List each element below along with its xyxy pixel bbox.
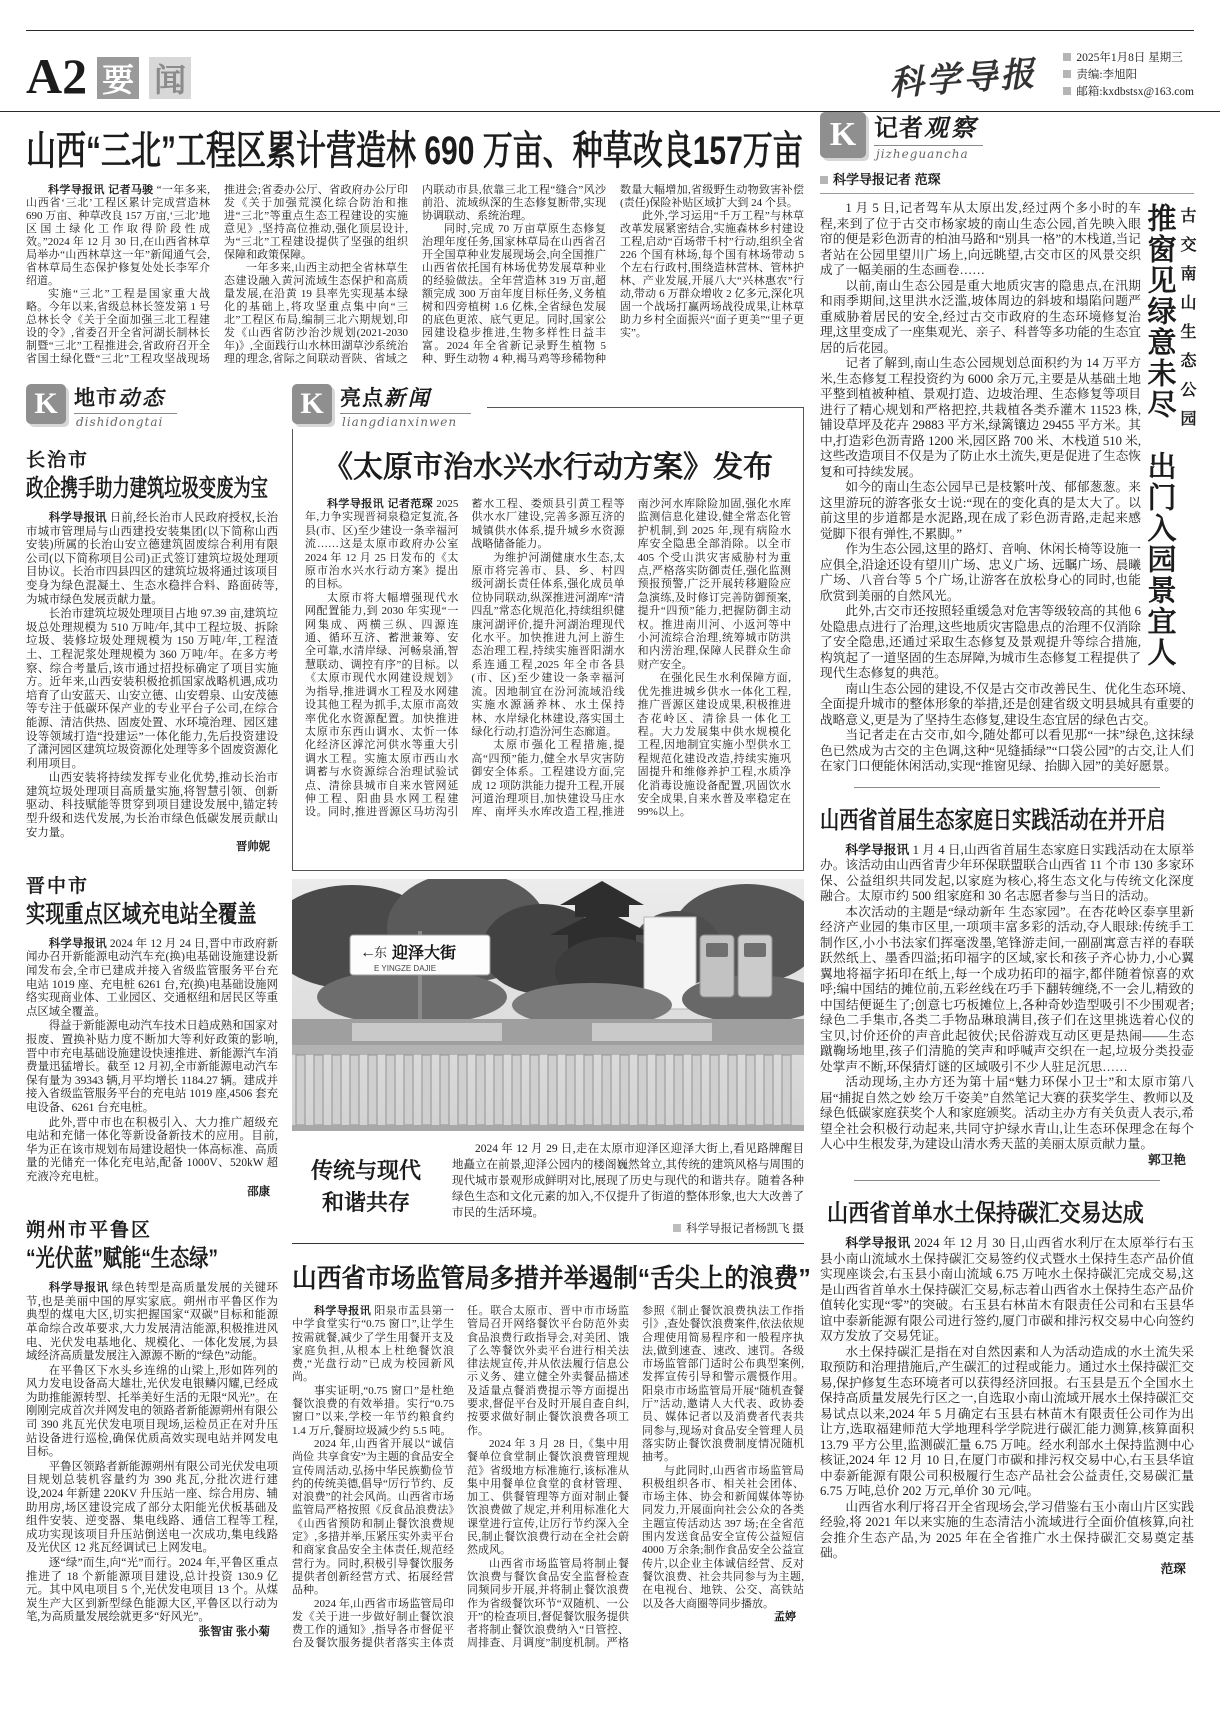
divider [854, 1180, 1160, 1181]
paragraph: 山西安装将持续发挥专业化优势,推动长治市建筑垃圾处理项目高质量实施,将智慧引领、创新驱动、科技赋能等贯穿到项目建设发展中,锚定转型升级和迭代发展,为长治市绿色低碳发展贡献山安力量。 [26, 772, 278, 839]
reporter-line: 科学导报记者 范琛 [820, 161, 1194, 194]
paragraph: 水土保持碳汇是指在对自然因素和人为活动造成的水土流失采取预防和治理措施后,产生碳汇的过程或能力。通过水土保持碳汇交易,保护修复生态环境者可以获得经济回报。右玉县是五个全国水土保持高质量发展先行区之一,自选取小南山流域开展水土保持碳汇交易试点以来,2024 年 5 月确定右玉县右林苗木有限责任公司作为出让方,选取福建师范大学地理科学学院进行碳汇能力测算,核算面积 13.79 平方公里,监测碳汇量 6.75 万吨。经水利部水土保持监测中心核证,2024 年 12 月 10 日,在厦门市碳和排污权交易中心,右玉县华谊中泰新能源有限公司积极履行生态产品社会公益责任,交易碳汇量 6.75 万吨,总价 202 万元,单价 30 元/吨。 [820, 1344, 1194, 1498]
k-logo-icon: K [292, 384, 332, 424]
caption-label: 传统与现代 和谐共存 [310, 1158, 421, 1215]
vertical-headline: 推窗见绿意未尽 出门入园景宜人 [1143, 203, 1176, 668]
byline: 邵康 [247, 1185, 270, 1198]
page-number: A2 [26, 48, 88, 104]
byline: 晋帅妮 [235, 841, 270, 854]
paragraph: 与此同时,山西省市场监管局积极组织各市、相关社会团体、市场主体、协会和新闻媒体等协同发力,开展面向社会公众的各类主题宣传活动达 397 场;在全省范围内发送食品安全宣传公益短信 4000 万余条;制作食品安全公益宣传片,以企业主体诚信经营、反对餐饮浪费、社会共同参与为主题,在电视台、地铁、公交、高铁站以及各大商圈等同步播放。 [642, 1464, 804, 1610]
bullet-square-icon [1063, 70, 1071, 78]
street-photo [292, 879, 804, 1131]
byline: 张智宙 张小菊 [198, 1625, 270, 1638]
section-logo-dishi: K 地市动态 dishidongtai [26, 384, 278, 429]
paragraph: 得益于新能源电动汽车技术日趋成熟和国家对报废、置换补贴力度不断加大等利好政策的影响,晋中市充电基础设施建设快速推进、新能源汽车消费量迅猛增长。截至 12 月初,全市新能源电动汽车保有量为 39343 辆,月平均增长 1184.27 辆。建成并接入省级监管服务平台的充电站 1019 座,4506 套充电设备、6261 台充电桩。 [26, 1020, 278, 1114]
svg-text:迎泽大街: 迎泽大街 [392, 945, 457, 962]
paragraph: 一年多来,山西主动把全省林草生态建设融入黄河流域生态保护和高质量发展,在沿黄 19 县率先实现基本绿化的基础上,将攻坚重点集中向“三北”工程区布局,编制三北六期规划,印发《山西省防沙治沙规划(2021-2030 年)》,全面践行山水林田湖草沙系统治理的理念,省际之间联动晋陕、省域之内联动市县,依靠三北工程“缝合”风沙前沿、流域纵深的生态修复断带,实现协调联动、系统治理。 [224, 184, 606, 365]
lead-article-body: 科学导报讯 记者马骏 “一年多来,山西省‘三北’工程区累计完成营造林 690 万亩、种草改良 157 万亩,‘三北’地区国土绿化工作取得阶段性成效。”2024 年 12 月 30 日,在山西省林草局举办“山西林草这一年”新闻通气会,省林草局生态保护修复处处长李军介绍道。 实施“三北”工程是国家重大战略。今年以来,省级总林长签发第 1 号总林长令《关于全面加强三北工程建设的令》,省委召开全省河湖长制林长制暨“三北”工程推进会,省政府召开全省国土绿化暨“三北”工程攻坚战现场推进会;省委办公厅、省政府办公厅印发《关于加强荒漠化综合防治和推进“三北”等重点生态工程建设的实施意见》,坚持高位推动,强化顶层设计,为“三北”工程建设提供了坚强的组织保障和政策保障。 一年多来,山西主动把全省林草生态建设融入黄河流域生态保护和高质量发展,在沿黄 19 县率先实现基本绿化的基础上,将攻坚重点集中向“三北”工程区布局,编制三北六期规划,印发《山西省防沙治沙规划(2021-2030 年)》,全面践行山水林田湖草沙系统治理的理念,省际之间联动晋陕、省域之内联动市县,依靠三北工程“缝合”风沙前沿、流域纵深的生态修复断带,实现协调联动、系统治理。 同时,完成 70 万亩草原生态修复治理年度任务,国家林草局在山西省召开全国草种业发展现场会,向全国推广山西省依托国有林场优势发展草种业的经验做法。全年营造林 319 万亩,超额完成 300 万亩年度目标任务,义务植树和四旁植树 1.6 亿株,全省绿色发展的底色更浓、底气更足。同时,国家公园建设稳步推进,生物多样性日益丰富。2024 年全省新记录野生植物 5 种、野生动物 4 种,褐马鸡等珍稀物种数量大幅增加,省级野生动物致害补偿(责任)保险补贴区域扩大到 24 个县。 此外,学习运用“千万工程”与林草改革发展紧密结合,实施森林乡村建设工程,启动“百场带千村”行动,组织全省 226 个国有林场,每个国有林场带动 5 个左右行政村,围绕造林营林、管林护林、产业发展,开展八大“兴林惠农”行动,带动 6 万群众增收 2 亿多元,深化巩固一个战场打赢两场战役成果,让林草助力乡村全面振兴“面子更美”“里子更实”。 [26, 184, 804, 365]
article-taiyuan-box: 《太原市治水兴水行动方案》发布 科学导报讯 记者范琛 2025年,力争实现晋祠泉稳定复流,各县(市、区)至少建设一条幸福河流……这是太原市政府办公室 2024 年 12 月 25 日发布的《太原市治水兴水行动方案》提出的目标。 太原市将大幅增强现代水网配置能力,到 2030 年实现“一网集成、两横三纵、四源连通、循环互济、蓄泄兼筹、安全可靠,水清岸绿、河畅泉涌,智慧联动、调控有序”的目标。以《太原市现代水网建设规划》为指导,推进调水工程及水网建设其他工程为抓手,太原市高效率优化水资源配置。加快推进太原市东西山调水、太忻一体化经济区滹沱河供水等重大引调水工程。实施太原市西山水调蓄与水资源综合治理试验试点、清徐县城市自来水管网延伸工程、阳曲县水网工程建设。同时,推进晋源区马坊沟引蓄水工程、娄烦县引黄工程等供水水厂建设,完善多源互济的城镇供水体系,提升城乡水资源战略储备能力。 为维护河湖健康水生态,太原市将完善市、县、乡、村四级河湖长责任体系,强化成员单位协同联动,纵深推进河湖库“清四乱”常态化规范化,持续组织健康河湖评价,提升河湖治理现代化水平。加快推进九河上游生态治理工程,持续实施晋阳湖水系连通工程,2025 年全市各县(市、区)至少建设一条幸福河流。因地制宜在汾河流域沿线实施水源涵养林、水土保持林、水岸绿化林建设,落实国土绿化行动,打造汾河生态廊道。 太原市强化工程措施,提高“四预”能力,健全水旱灾害防御安全体系。工程建设方面,完成 12 项防洪能力提升工程,开展河道治理项目,加快建设马庄水库、南坪头水库改造工程,推进南沙河水库除险加固,强化水库监测信息化建设,健全常态化管护机制,到 2025 年,现有病险水库安全隐患全部消除。以全市 405 个受山洪灾害威胁村为重点,严格落实防御责任,强化监测预报预警,广泛开展转移避险应急演练,及时修订完善防御预案,提升“四预”能力,把握防御主动权。推进南川河、小返河等中小河流综合治理,统筹城市防洪和内涝治理,保障人民群众生命财产安全。 在强化民生水利保障方面,优先推进城乡供水一体化工程,推广晋源区建设成果,积极推进杏花岭区、清徐县一体化工程。大力发展集中供水规模化工程,因地制宜实施小型供水工程规范化建设改造,持续实施巩固提升和维修养护工程,水质净化消毒设施设备配置,巩固饮水安全成果,自来水普及率稳定在 99%以上。 [292, 407, 804, 871]
divider [854, 787, 1160, 788]
paragraph: 1 月 5 日,记者驾车从太原出发,经过两个多小时的车程,来到了位于古交市杨家坡的南山生态公园,首先映入眼帘的便是彩色沥青的柏油马路和“别具一格”的木栈道,当记者站在公园里望川广场上,向远眺望,古交市区的风景交织成了一幅美丽的生态画卷…… [820, 201, 1141, 277]
lead-in: 科学导报讯 记者马骏 [48, 184, 154, 196]
article-kicker: 朔州市平鲁区 [26, 1220, 153, 1242]
vertical-headline-block [1143, 203, 1195, 669]
article-headline: 山西省市场监管局多措并举遏制“舌尖上的浪费” [292, 1263, 811, 1293]
email-line: 邮箱:kxdbstsx@163.com [1076, 86, 1194, 98]
bullet-square-icon [1063, 53, 1071, 61]
section-pinyin: dishidongtai [74, 413, 177, 429]
k-logo-icon: K [820, 112, 866, 158]
bullet-square-icon [820, 176, 828, 184]
paragraph: 2024 年,山西省市场监管局印发《关于进一步做好制止餐饮浪费工作的通知》,指导各市督促平台及餐饮服务提供者落实主体责任。联合太原市、晋中市市场监管局召开网络餐饮平台防范外卖食品浪费行政指导会,对美团、饿了么等餐饮外卖平台进行相关法律法规宣传,并从依法履行信息公示义务、建立健全外卖餐品描述及适量点餐消费提示等方面提出要求,督促平台及时开展自查自纠,按要求做好制止餐饮浪费各项工作。 [292, 1305, 629, 1650]
paragraph: 2024 年,山西省开展以“诚信尚俭 共享食安”为主题的食品安全宣传周活动,弘扬中华民族勤俭节约的传统美德,倡导“厉行节约、反对浪费”的社会风尚。山西省市场监管局严格按照《反食品浪费法》《山西省预防和制止餐饮浪费规定》,多措并举,压紧压实外卖平台和商家食品安全主体责任,规范经营行为。同时,积极引导餐饮服务提供者创新经营方式、拓展经营品种。 [292, 1437, 454, 1597]
byline: 孟婷 [774, 1610, 796, 1623]
article-jinzhong: 晋中市 实现重点区域充电站全覆盖 科学导报讯 2024 年 12 月 24 日,晋中市政府新闻办召开新能源电动汽车充(换)电基础设施建设新闻发布会,全市已建成并接入省级监管服务平台充电站 1019 座、充电桩 6261 台,充(换)电基础设施网络实现商业体、工业园区、交通枢纽和居民区等重点区域全覆盖。 得益于新能源电动汽车技术日趋成熟和国家对报废、置换补贴力度不断加大等利好政策的影响,晋中市充电基础设施建设快速推进、新能源汽车消费量迅猛增长。截至 12 月初,全市新能源电动汽车保有量为 39343 辆,月平均增长 1184.27 辆。建成并接入省级监管服务平台的充电站 1019 座,4506 套充电设备、6261 台充电桩。 此外,晋中市也在积极引入、大力推广超级充电站和充储一体化等新设备新技术的应用。目前,华为正在该市规划布局建设超快一体高标准、高质量的光储充一体化充电站,配备 1000V、520kW 超充液冷充电桩。 邵康 [26, 871, 278, 1199]
right-rail [820, 112, 1194, 1697]
article-headline: 《太原市治水兴水行动方案》发布 [323, 451, 773, 484]
page-number-block [26, 48, 191, 104]
section-pinyin: liangdianxinwen [340, 413, 471, 429]
article-headline: 政企携手助力建筑垃圾变废为宝 [26, 475, 268, 502]
editor-line: 责编:李旭阳 [1076, 69, 1138, 81]
section-char-box-1: 要 [97, 57, 139, 99]
vertical-kicker: 古交南山生态公园 [1178, 207, 1195, 439]
paragraph: 以前,南山生态公园是重大地质灾害的隐患点,在汛期和雨季期间,这里洪水泛滥,坡体周边的斜坡和塌陷问题严重威胁着居民的安全,经过古交市政府的生态环境修复治理,这里变成了一座集观光、亲子、科普等多功能的生态宜居的后花园。 [820, 278, 1141, 355]
section-pinyin: jizheguancha [874, 145, 983, 161]
paragraph: 当记者走在古交市,如今,随处都可以看见那“一抹”绿色,这抹绿色已然成为古交的主色调,这种“见缝插绿”“口袋公园”的古交,让人们在家门口便能休闲活动,实现“推窗见绿、抬脚入园”的美好愿景。 [820, 728, 1194, 773]
paragraph: 作为生态公园,这里的路灯、音响、休闲长椅等设施一应俱全,沿途还设有望川广场、忠义广场、远瞩广场、晨曦广场、八音台等 5 个广场,让游客在放松身心的同时,也能欣赏到美丽的自然风光。 [820, 542, 1141, 603]
article-headline: 山西省首届生态家庭日实践活动在并开启 [820, 806, 1166, 834]
paragraph: 2024 年 3 月 28 日,《集中用餐单位食堂制止餐饮浪费管理规范》省级地方标准施行,该标准从集中用餐单位食堂的食材管理、加工、供餐管理等方面对制止餐饮浪费做了规定,并利用标准化大课堂进行宣传,让厉行节约深入全民,制止餐饮浪费行动在全社会蔚然成风。 [467, 1437, 629, 1557]
paragraph: 实施“三北”工程是国家重大战略。今年以来,省级总林长签发第 1 号总林长令《关于全面加强三北工程建设的令》,省委召开全省河湖长制林长制暨“三北”工程推进会,省政府召开全省国土绿化暨“三北”工程攻坚战现场推进会;省委办公厅、省政府办公厅印发《关于加强荒漠化综合防治和推进“三北”等重点生态工程建设的实施意见》,坚持高位推动,强化顶层设计,为“三北”工程建设提供了坚强的组织保障和政策保障。 [26, 184, 408, 365]
paragraph: 长治市建筑垃圾处理项目占地 97.39 亩,建筑垃圾总处理规模为 510 万吨/年,其中工程垃圾、拆除垃圾、装修垃圾处理规模为 150 万吨/年,工程渣土、工程泥浆处理规模为 360 万吨/年。在多方考察、综合考量后,该市通过招投标确定了项目实施方。近年来,山西安装积极抢抓国家战略机遇,成功培育了山安蓝天、山安立德、山安碧泉、山安茂德等专注于低碳环保产业的专业平台子公司,在综合能源、清洁供热、固废处置、水环境治理、园区建设等领域打造“投建运”一体化能力,先后投资建设了潇河园区建筑垃圾资源化处理等多个固废资源化利用项目。 [26, 608, 278, 770]
article-kicker: 长治市 [26, 450, 90, 471]
paragraph: 在强化民生水利保障方面,优先推进城乡供水一体化工程,推广晋源区建设成果,积极推进杏花岭区、清徐县一体化工程。大力发展集中供水规模化工程,因地制宜实施小型供水工程规范化建设改造,持续实施巩固提升和维修养护工程,水质净化消毒设施设备配置,巩固饮水安全成果,自来水普及率稳定在 99%以上。 [637, 672, 791, 819]
photo-credit: 科学导报记者杨凯飞 摄 [452, 1221, 804, 1237]
article-carbon: 山西省首单水土保持碳汇交易达成 科学导报讯 2024 年 12 月 30 日,山西省水利厅在太原举行右玉县小南山流域水土保持碳汇交易签约仪式暨水土保持生态产品价值实现座谈会,右玉县小南山流域 6.75 万吨水土保持碳汇完成交易,这是山西省首单水土保持碳汇交易,标志着山西省水土保持生态产品价值转化实现“零”的突破。右玉县右林苗木有限责任公司和右玉县华谊中泰新能源有限公司进行签约,厦门市碳和排污权交易中心向签约双方发放了交易凭证。 水土保持碳汇是指在对自然因素和人为活动造成的水土流失采取预防和治理措施后,产生碳汇的过程或能力。通过水土保持碳汇交易,保护修复生态环境者可以获得经济回报。右玉县是五个全国水土保持高质量发展先行区之一,自选取小南山流域开展水土保持碳汇交易试点以来,2024 年 5 月确定右玉县右林苗木有限责任公司作为出让方,选取福建师范大学地理科学学院进行碳汇能力测算,核算面积 13.79 平方公里,监测碳汇量 6.75 万吨。经水利部水土保持监测中心核证,2024 年 12 月 10 日,在厦门市碳和排污权交易中心,右玉县华谊中泰新能源有限公司积极履行生态产品社会公益责任,交易碳汇量 6.75 万吨,总价 202 万元,单价 30 元/吨。 山西省水利厅将召开全省现场会,学习借鉴右玉小南山片区实践经验,将 2021 年以来实施的生态清洁小流域进行全面价值核算,向社会推介生态产品,为 2025 年在全省推广水土保持碳汇交易奠定基础。 范琛 [820, 1193, 1194, 1577]
paragraph: 同时,完成 70 万亩草原生态修复治理年度任务,国家林草局在山西省召开全国草种业发展现场会,向全国推广山西省依托国有林场优势发展草种业的经验做法。全年营造林 319 万亩,超额完成 300 万亩年度目标任务,义务植树和四旁植树 1.6 亿株,全省绿色发展的底色更浓、底气更足。同时,国家公园建设稳步推进,生物多样性日益丰富。2024 年全省新记录野生植物 5 种、野生动物 4 种,褐马鸡等珍稀物种数量大幅增加,省级野生动物致害补偿(责任)保险补贴区域扩大到 24 个县。 [422, 184, 804, 365]
paragraph: 太原市将大幅增强现代水网配置能力,到 2030 年实现“一网集成、两横三纵、四源连通、循环互济、蓄泄兼筹、安全可靠,水清岸绿、河畅泉涌,智慧联动、调控有序”的目标。以《太原市现代水网建设规划》为指导,推进调水工程及水网建设其他工程为抓手,太原市高效率优化水资源配置。加快推进太原市东西山调水、太忻一体化经济区滹沱河供水等重大引调水工程。实施太原市西山水调蓄与水资源综合治理试验试点、清徐县城市自来水管网延伸工程、阳曲县水网工程建设。同时,推进晋源区马坊沟引蓄水工程、娄烦县引黄工程等供水水厂建设,完善多源互济的城镇供水体系,提升城乡水资源战略储备能力。 [305, 498, 625, 819]
paragraph: 如今的南山生态公园早已是枝繁叶茂、郁郁葱葱。来这里游玩的游客张女士说:“现在的变化真的是太大了。以前这里的步道都是水泥路,现在成了彩色沥青路,走起来感觉脚下很有弹性,不累脚。” [820, 480, 1141, 541]
bullet-square-icon [1063, 87, 1071, 95]
masthead [0, 31, 1220, 112]
city-news-rail [26, 384, 278, 1697]
paragraph: 太原市强化工程措施,提高“四预”能力,健全水旱灾害防御安全体系。工程建设方面,完成 12 项防洪能力提升工程,开展河道治理项目,加快建设马庄水库、南坪头水库改造工程,推进南沙河水库除险加固,强化水库监测信息化建设,健全常态化管护机制,到 2025 年,现有病险水库安全隐患全部消除。以全市 405 个受山洪灾害威胁村为重点,严格落实防御责任,强化监测预报预警,广泛开展转移避险应急演练,及时修订完善防御预案,提升“四预”能力,把握防御主动权。推进南川河、小返河等中小河流综合治理,统筹城市防洪和内涝治理,保障人民群众生命财产安全。 [471, 498, 791, 819]
svg-text:东: 东 [374, 945, 388, 960]
article-shuozhou: 朔州市平鲁区 “光伏蓝”赋能“生态绿” 科学导报讯 绿色转型是高质量发展的关键环节,也是美丽中国的厚实家底。朔州市平鲁区作为典型的煤电大区,切实把握国家“双碳”目标和能源革命综合改革要求,大力发展清洁能源,积极推进风电、光伏发电基地化、规模化、一体化发展,为县域经济高质量发展注入源源不断的“绿色”动能。 在平鲁区下水头乡连绵的山梁上,形如阵列的风力发电设备高大雄壮,光伏发电银鳞闪耀,已经成为助推能源转型、托举美好生活的无限“风光”。在刚刚完成首次并网发电的领路者新能源朔州有限公司 390 兆瓦光伏发电项目现场,运检员正在对升压站设备进行巡检,确保优质高效实现电站并网发电目标。 平鲁区领路者新能源朔州有限公司光伏发电项目规划总装机容量约为 390 兆瓦,分批次进行建设,2024 年新建 220KV 升压站一座、综合用房、辅助用房,场区建设完成了部分太阳能光伏板基础及组件安装、逆变器、集电线路、通信工程等工程,成功实现该项目升压站倒送电一次成功,集电线路及光伏区 12 兆瓦经调试已上网发电。 逐“绿”而生,向“光”而行。2024 年,平鲁区重点推进了 18 个新能源项目建设,总计投资 130.9 亿元。其中风电项目 5 个,光伏发电项目 13 个。从煤炭生产大区到新型绿色能源大区,平鲁区以行动为笔,为高质量发展绘就更多“好风光”。 张智宙 张小菊 [26, 1215, 278, 1639]
byline: 范琛 [1160, 1561, 1186, 1576]
date-line: 2025年1月8日 星期三 [1076, 52, 1183, 64]
article-kicker: 晋中市 [26, 875, 90, 897]
newspaper-page [0, 0, 1220, 31]
article-market: 山西省市场监管局多措并举遏制“舌尖上的浪费” 科学导报讯 阳泉市盂县第一中学食堂实行“0.75 窗口”,让学生按需就餐,减少了学生用餐开支及家庭负担,从根本上杜绝餐饮浪费,“光盘行动”已成为校园新风尚。 事实证明,“0.75 窗口”是杜绝餐饮浪费的有效举措。实行“0.75 窗口”以来,学校一年节约粮食约 1.4 万斤,餐厨垃圾减少约 5.5 吨。 2024 年,山西省开展以“诚信尚俭 共享食安”为主题的食品安全宣传周活动,弘扬中华民族勤俭节约的传统美德,倡导“厉行节约、反对浪费”的社会风尚。山西省市场监管局严格按照《反食品浪费法》《山西省预防和制止餐饮浪费规定》,多措并举,压紧压实外卖平台和商家食品安全主体责任,规范经营行为。同时,积极引导餐饮服务提供者创新经营方式、拓展经营品种。 2024 年,山西省市场监管局印发《关于进一步做好制止餐饮浪费工作的通知》,指导各市督促平台及餐饮服务提供者落实主体责任。联合太原市、晋中市市场监管局召开网络餐饮平台防范外卖食品浪费行政指导会,对美团、饿了么等餐饮外卖平台进行相关法律法规宣传,并从依法履行信息公示义务、建立健全外卖餐品描述及适量点餐消费提示等方面提出要求,督促平台及时开展自查自纠,按要求做好制止餐饮浪费各项工作。 2024 年 3 月 28 日,《集中用餐单位食堂制止餐饮浪费管理规范》省级地方标准施行,该标准从集中用餐单位食堂的食材管理、加工、供餐管理等方面对制止餐饮浪费做了规定,并利用标准化大课堂进行宣传,让厉行节约深入全民,制止餐饮浪费行动在全社会蔚然成风。 山西省市场监管局将制止餐饮浪费与餐饮食品安全监督检查同频同步开展,并将制止餐饮浪费作为省级餐饮环节“双随机、一公开”的检查项目,督促餐饮服务提供者将制止餐饮浪费纳入“日管控、周排查、月调度”制度机制。严格参照《制止餐饮浪费执法工作指引》,查处餐饮浪费案件,依法依规合理使用简易程序和一般程序执法,做到速查、速改、速罚。各级市场监管部门适时公布典型案例,发挥宣传引导和警示震慑作用。阳泉市市场监管局开展“随机查餐厅”活动,邀请人大代表、政协委员、媒体记者以及消费者代表共同参与,现场对食品安全管理人员落实防止餐饮浪费制度情况随机抽考。 与此同时,山西省市场监管局积极组织各市、相关社会团体、市场主体、协会和新闻媒体等协同发力,开展面向社会公众的各类主题宣传活动达 397 场;在全省范围内发送食品安全宣传公益短信 4000 万余条;制作食品安全公益宣传片,以企业主体诚信经营、反对餐饮浪费、社会共同参与为主题,在电视台、地铁、公交、高铁站以及各大商圈等同步播放。 孟婷 [292, 1258, 804, 1697]
paragraph: 山西省水利厅将召开全省现场会,学习借鉴右玉小南山片区实践经验,将 2021 年以来实施的生态清洁小流域进行全面价值核算,向社会推介生态产品,为 2025 年在全省推广水土保持碳汇交易奠定基础。 [820, 1499, 1194, 1560]
byline: 郭卫艳 [1147, 1152, 1186, 1167]
article-changzhi: 长治市 政企携手助力建筑垃圾变废为宝 科学导报讯 日前,经长治市人民政府授权,长治市城市管理局与山西建投安装集团(以下简称山西安装)所属的长治山安立德建筑固废综合利用有限公司(以下简称项目公司)正式签订建筑垃圾处理项目协议。长治市四县四区的建筑垃圾将通过该项目变身为绿色混凝土、生态水稳拌合料、路面砖等,为城市绿色发展贡献力量。 长治市建筑垃圾处理项目占地 97.39 亩,建筑垃圾总处理规模为 510 万吨/年,其中工程垃圾、拆除垃圾、装修垃圾处理规模为 150 万吨/年,工程渣土、工程泥浆处理规模为 360 万吨/年。在多方考察、综合考量后,该市通过招投标确定了项目实施方。近年来,山西安装积极抢抓国家战略机遇,成功培育了山安蓝天、山安立德、山安碧泉、山安茂德等专注于低碳环保产业的专业平台子公司,在综合能源、清洁供热、固废处置、水环境治理、园区建设等领域打造“投建运”一体化能力,先后投资建设了潇河园区建筑垃圾资源化处理等多个固废资源化利用项目。 山西安装将持续发挥专业化优势,推动长治市建筑垃圾处理项目高质量实施,将智慧引领、创新驱动、科技赋能等贯穿到项目建设发展中,锚定转型升级和迭代发展,为长治市绿色低碳发展贡献山安力量。 晋帅妮 [26, 445, 278, 855]
article-observer [820, 201, 1194, 775]
article-eco-family: 山西省首届生态家庭日实践活动在并开启 科学导报讯 1 月 4 日,山西省首届生态家庭日实践活动在太原举办。该活动由山西省青少年环保联盟联合山西省 11 个市 130 多家环保、公益组织共同发起,以家庭为核心,将生态文化与传统文化深度融合。太原市约 500 组家庭和 30 名志愿者参与当日的活动。 本次活动的主题是“绿动新年 生态家园”。在杏花岭区泰享里新经济产业园的集市区里,一项项丰富多彩的活动,夺人眼球:传统手工制作区,小小书法家们挥毫泼墨,笔锋游走间,一副副寓意吉祥的春联跃然纸上、墨香四溢;拓印福字的区域,家长和孩子齐心协力,小心翼翼地将福字拓印在纸上,每一个成功拓印的福字,都伴随着惊喜的欢呼;编中国结的摊位前,五彩丝线在巧手下翻转缠绕,不一会儿,精致的中国结便诞生了;创意七巧板摊位上,各种奇妙造型吸引不少围观者;绿色二手集市,各类二手物品琳琅满目,孩子们在这里挑选着心仪的宝贝,讨价还价的声音此起彼伏;民俗游戏互动区更是热闹——生态蹴鞠场地里,孩子们清脆的笑声和呼喊声交织在一起,垃圾分类投壶处掌声不断,环保猜灯谜的区域吸引不少人驻足沉思…… 活动现场,主办方还为第十届“魅力环保小卫士”和太原市第八届“捕捉自然之妙 绘万千姿美”自然笔记大赛的获奖学生、教师以及绿色低碳家庭获奖个人和家庭颁奖。活动主办方有关负责人表示,希望全社会积极行动起来,共同守护绿水青山,让生态环保理念在每个人心中生根发芽,为建设山清水秀天蓝的美丽太原贡献力量。 郭卫艳 [820, 800, 1194, 1169]
paragraph: 南山生态公园的建设,不仅是古交市改善民生、优化生态环境、全面提升城市的整体形象的举措,还是创建省级文明县城具有重要的战略意义,更是为了坚持生态修复,建设生态宜居的绿色古交。 [820, 681, 1194, 727]
paragraph: 山西省市场监管局将制止餐饮浪费与餐饮食品安全监督检查同频同步开展,并将制止餐饮浪费作为省级餐饮环节“双随机、一公开”的检查项目,督促餐饮服务提供者将制止餐饮浪费纳入“日管控、周排查、月调度”制度机制。严格参照《制止餐饮浪费执法工作指引》,查处餐饮浪费案件,依法依规合理使用简易程序和一般程序执法,做到速查、速改、速罚。各级市场监管部门适时公布典型案例,发挥宣传引导和警示震慑作用。阳泉市市场监管局开展“随机查餐厅”活动,邀请人大代表、政协委员、媒体记者以及消费者代表共同参与,现场对食品安全管理人员落实防止餐饮浪费制度情况随机抽考。 [467, 1305, 804, 1650]
caption-text: 2024 年 12 月 29 日,走在太原市迎泽区迎泽大街上,看见路牌醒目地矗立在前景,迎泽公园内的楼阁巍然耸立,其传统的建筑风格与周围的现代城市景观形成鲜明对比,展现了历史与现代的和谐共存。随着各种绿色生态和文化元素的加入,不仅提升了街道的整体形象,也大大改善了市民的生活环境。 [452, 1143, 804, 1219]
paragraph: 事实证明,“0.75 窗口”是杜绝餐饮浪费的有效举措。实行“0.75 窗口”以来,学校一年节约粮食约 1.4 万斤,餐厨垃圾减少约 5.5 吨。 [292, 1384, 454, 1437]
section-logo-observer: K 记者观察 jizheguancha [820, 112, 1194, 161]
article-headline: 山西省首单水土保持碳汇交易达成 [827, 1200, 1144, 1227]
masthead-info [1063, 50, 1194, 101]
paragraph: 活动现场,主办方还为第十届“魅力环保小卫士”和太原市第八届“捕捉自然之妙 绘万千姿美”自然笔记大赛的获奖学生、教师以及绿色低碳家庭获奖个人和家庭颁奖。活动主办方有关负责人表示,希望全社会积极行动起来,共同守护绿水青山,让生态环保理念在每个人心中生根发芽,为建设山清水秀天蓝的美丽太原贡献力量。 [820, 1075, 1194, 1151]
photo-caption-block [292, 1131, 804, 1244]
bullet-square-icon [673, 1224, 681, 1232]
paragraph: 此外,古交市还按照轻重缓急对危害等级较高的其他 6 处隐患点进行了治理,这些地质灾害隐患点的治理不仅消除了安全隐患,还通过采取生态修复及景观提升等综合措施,构筑起了一道坚固的生态屏障,为城市生态修复工程提供了现代生态修复的典范。 [820, 604, 1141, 680]
paragraph: 为维护河湖健康水生态,太原市将完善市、县、乡、村四级河湖长责任体系,强化成员单位协同联动,纵深推进河湖库“清四乱”常态化规范化,持续组织健康河湖评价,提升河湖治理现代化水平。加快推进九河上游生态治理工程,持续实施晋阳湖水系连通工程,2025 年全市各县(市、区)至少建设一条幸福河流。因地制宜在汾河流域沿线实施水源涵养林、水土保持林、水岸绿化林建设,落实国土绿化行动,打造汾河生态廊道。 [471, 551, 625, 738]
article-headline: 实现重点区域充电站全覆盖 [26, 900, 257, 928]
lead-headline: 山西“三北”工程区累计营造林 690 万亩、种草改良157万亩 [26, 129, 803, 173]
svg-text:←: ← [360, 944, 376, 961]
paragraph: 本次活动的主题是“绿动新年 生态家园”。在杏花岭区泰享里新经济产业园的集市区里,一项项丰富多彩的活动,夺人眼球:传统手工制作区,小小书法家们挥毫泼墨,笔锋游走间,一副副寓意吉祥的春联跃然纸上、墨香四溢;拓印福字的区域,家长和孩子齐心协力,小心翼翼地将福字拓印在纸上,每一个成功拓印的福字,都伴随着惊喜的欢呼;编中国结的摊位前,五彩丝线在巧手下翻转缠绕,不一会儿,精致的中国结便诞生了;创意七巧板摊位上,各种奇妙造型吸引不少围观者;绿色二手集市,各类二手物品琳琅满目,孩子们在这里挑选着心仪的宝贝,讨价还价的声音此起彼伏;民俗游戏互动区更是热闹——生态蹴鞠场地里,孩子们清脆的笑声和呼喊声交织在一起,垃圾分类投壶处掌声不断,环保猜灯谜的区域吸引不少人驻足沉思…… [820, 904, 1194, 1074]
paragraph: 此外,学习运用“千万工程”与林草改革发展紧密结合,实施森林乡村建设工程,启动“百场带千村”行动,组织全省 226 个国有林场,每个国有林场带动 5 个左右行政村,围绕造林营林、管林护林、产业发展,开展八大“兴林惠农”行动,带动 6 万群众增收 2 亿多元,深化巩固一个战场打赢两场战役成果,让林草助力乡村全面振兴“面子更美”“里子更实”。 [620, 210, 804, 339]
section-logo-liangdian: K 亮点新闻 liangdianxinwen [292, 384, 487, 429]
paragraph: 平鲁区领路者新能源朔州有限公司光伏发电项目规划总装机容量约为 390 兆瓦,分批次进行建设,2024 年新建 220KV 升压站一座、综合用房、辅助用房,场区建设完成了部分太阳能光伏板基础及组件安装、逆变器、集电线路、通信工程等工程,成功实现该项目升压站倒送电一次成功,集电线路及光伏区 12 兆瓦经调试已上网发电。 [26, 1460, 278, 1555]
svg-text:E YINGZE DAJIE: E YINGZE DAJIE [374, 964, 437, 973]
article-headline: “光伏蓝”赋能“生态绿” [26, 1245, 218, 1273]
k-logo-icon: K [26, 384, 66, 424]
section-char-box-2: 闻 [149, 57, 191, 99]
paragraph: 此外,晋中市也在积极引入、大力推广超级充电站和充储一体化等新设备新技术的应用。目前,华为正在该市规划布局建设超快一体高标准、高质量的光储充一体化充电站,配备 1000V、520kW 超充液冷充电桩。 [26, 1116, 278, 1183]
paper-logo: 科学导报 [888, 53, 1039, 105]
paragraph: 逐“绿”而生,向“光”而行。2024 年,平鲁区重点推进了 18 个新能源项目建设,总计投资 130.9 亿元。其中风电项目 5 个,光伏发电项目 13 个。从煤炭生产大区到新型绿色能源大区,平鲁区以行动为笔,为高质量发展绘就更多“好风光”。 [26, 1557, 278, 1624]
paragraph: 在平鲁区下水头乡连绵的山梁上,形如阵列的风力发电设备高大雄壮,光伏发电银鳞闪耀,已经成为助推能源转型、托举美好生活的无限“风光”。在刚刚完成首次并网发电的领路者新能源朔州有限公司 390 兆瓦光伏发电项目现场,运检员正在对升压站设备进行巡检,确保优质高效实现电站并网发电目标。 [26, 1364, 278, 1459]
paragraph: 记者了解到,南山生态公园规划总面积约为 14 万平方米,生态修复工程投资约为 6000 余万元,主要是从基础土地平整到植被种植、景观打造、边坡治理、生态修复等项目进行了精心规划和严格把控,共栽植各类乔灌木 11523 株,铺设草坪及花卉 29883 平方米,绿篱镶边 29455 平方米。其中,打造彩色沥青路 1200 米,园区路 700 米、木栈道 510 米,这些改造项目不仅是为了防止水土流失,更是促进了生态恢复和可持续发展。 [820, 356, 1141, 479]
